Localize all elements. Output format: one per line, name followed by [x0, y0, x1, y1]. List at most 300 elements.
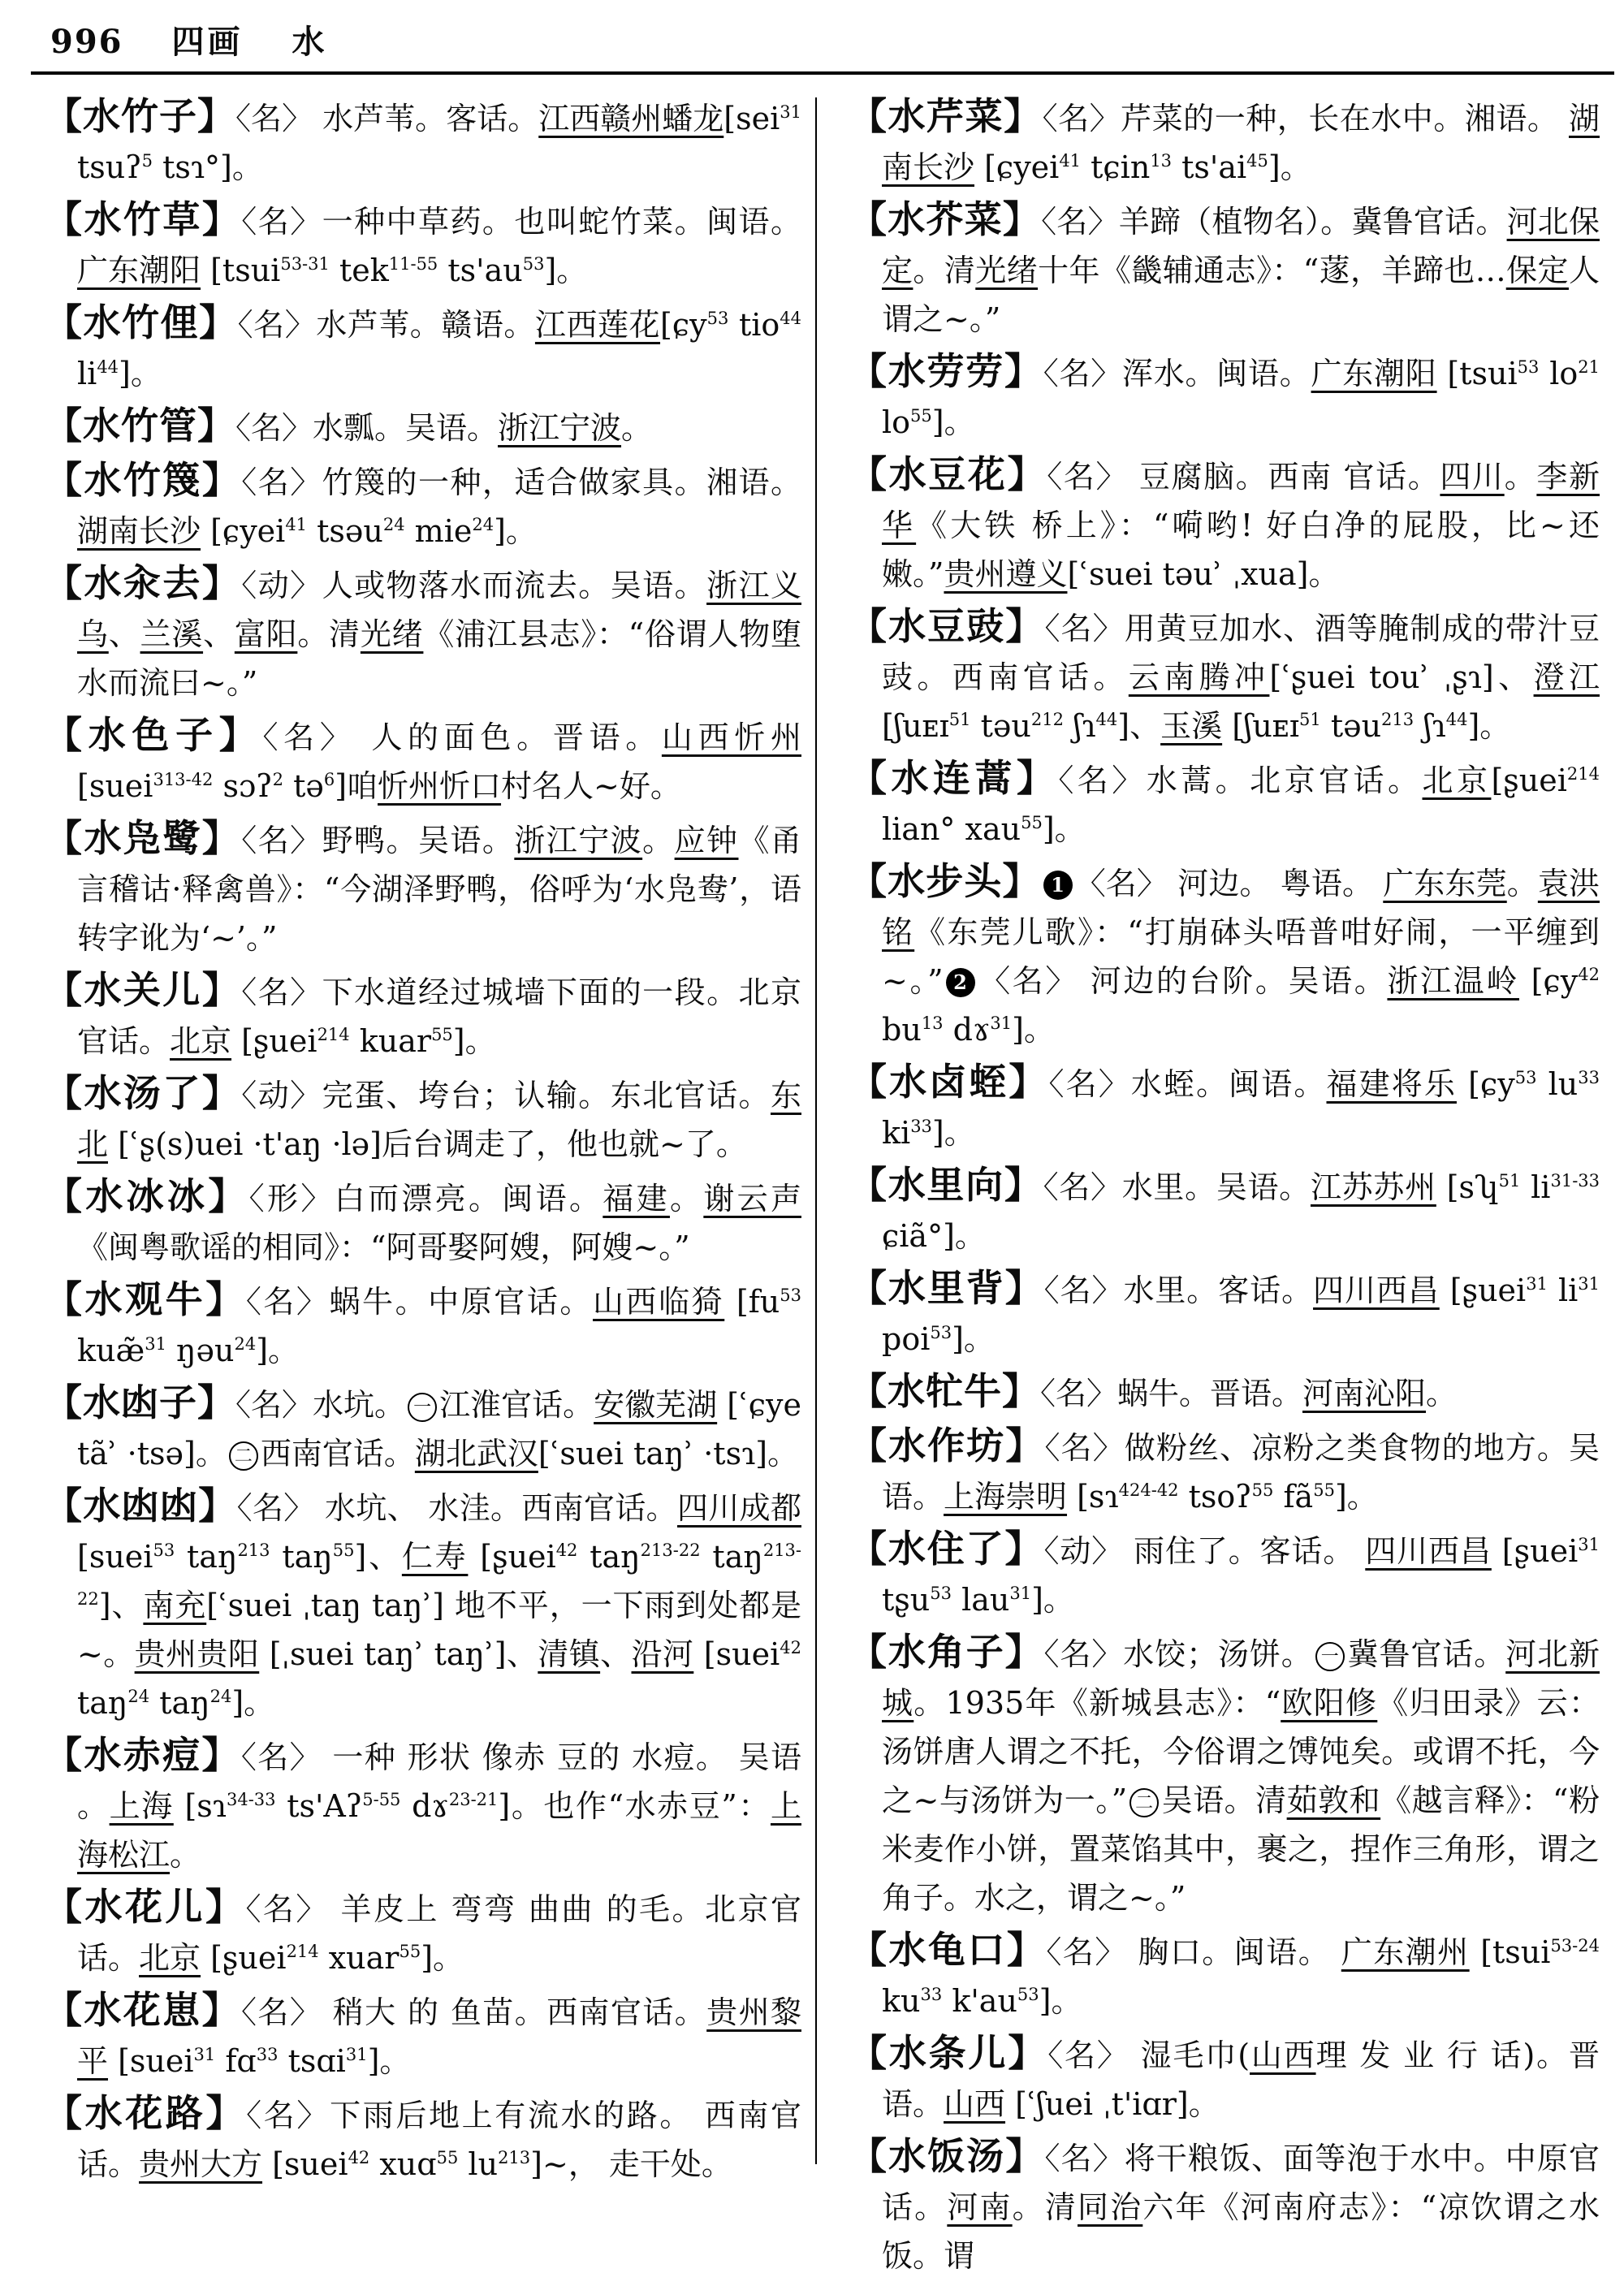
body-text: kuar [349, 1023, 432, 1059]
tone-value-superscript: 53 [522, 254, 545, 274]
body-text: [ʂuei [1491, 763, 1567, 798]
entry-headword: 【水卤蛭】 [849, 1060, 1049, 1104]
body-text: lu [1536, 1066, 1579, 1102]
body-text: [suei [262, 2146, 348, 2182]
body-text: [ɕy [660, 307, 707, 343]
body-text: mie [404, 513, 473, 549]
dictionary-entry [45, 1174, 801, 1272]
body-text: 〈名〉 河边的台阶。吴语。 [977, 963, 1388, 999]
proper-noun: 四川成都 [677, 1490, 801, 1526]
header-rule [31, 71, 1614, 75]
page-number: 996 [50, 23, 123, 61]
body-text: ts'au [438, 253, 523, 288]
body-text: ]。 [1334, 1479, 1378, 1515]
proper-noun: 安徽芜湖 [594, 1387, 718, 1423]
tone-value-superscript: 31 [780, 102, 801, 122]
entry-headword: 【水芥菜】 [849, 197, 1042, 241]
dictionary-entry [45, 404, 801, 452]
tone-value-superscript: 55 [399, 1942, 421, 1961]
body-text: [suei [77, 768, 153, 804]
body-text: 。清 [913, 253, 976, 288]
tone-value-superscript: 313-42 [153, 770, 214, 789]
body-text: ]。 [1031, 1582, 1074, 1618]
proper-noun: 四川 [1440, 459, 1505, 495]
proper-noun: 河南 [947, 2189, 1013, 2225]
body-text: 、 [108, 616, 140, 652]
body-text: fã [1273, 1479, 1314, 1515]
proper-noun: 贵州遵义 [944, 556, 1068, 592]
body-text: ]。 [119, 356, 162, 391]
body-text: tek [329, 253, 389, 288]
tone-value-superscript: 53 [706, 309, 729, 328]
body-text: [ɕy [1456, 1066, 1515, 1102]
body-text: 〈名〉野鸭。吴语。 [241, 823, 515, 858]
tone-value-superscript: 51 [948, 710, 971, 729]
body-text: [sɿ [1067, 1479, 1119, 1515]
body-text: 。清 [1012, 2189, 1078, 2225]
tone-value-superscript: 13 [921, 1013, 944, 1033]
body-text: kuæ̃ [77, 1333, 145, 1368]
proper-noun: 南充 [143, 1588, 207, 1623]
proper-noun: 同治 [1077, 2189, 1143, 2225]
proper-noun: 浙江温岭 [1387, 963, 1519, 999]
dictionary-entry [45, 197, 801, 295]
body-text: taŋ [577, 1539, 641, 1575]
entry-headword: 【水冰冰】 [45, 1174, 249, 1218]
body-text: [sʮ [1436, 1169, 1499, 1205]
tone-value-superscript: 55 [1021, 813, 1043, 832]
tone-value-superscript: 24 [127, 1687, 150, 1706]
tone-value-superscript: 41 [285, 515, 308, 534]
tone-value-superscript: 23-21 [448, 1790, 499, 1809]
tone-value-superscript: 31-33 [1550, 1171, 1600, 1191]
body-text: ]。 [452, 1023, 496, 1059]
body-text: [ʃuᴇɪ [1222, 708, 1299, 744]
body-text: 。 [669, 1181, 704, 1216]
proper-noun: 欧阳修 [1281, 1685, 1378, 1721]
proper-noun: 袁洪铭 [882, 866, 1600, 950]
body-text: 〈名〉 水坑、 水洼。西南官话。 [236, 1490, 678, 1526]
tone-value-superscript: 55 [436, 2148, 459, 2167]
body-text: ]。 [952, 1321, 995, 1357]
tone-value-superscript: 214 [317, 1025, 350, 1044]
body-text: 〈名〉下雨后地上有流水的路。 西南官话。 [77, 2098, 801, 2182]
proper-noun: 应钟 [674, 823, 739, 858]
body-text: taŋ [77, 1685, 128, 1721]
tone-value-superscript: 24 [472, 515, 495, 534]
body-text: [ʿsuei ˌtaŋ taŋʾ] 地不平，一下雨到处都是~。 [77, 1588, 802, 1672]
dictionary-entry [45, 458, 801, 555]
dictionary-entry [45, 1484, 801, 1727]
tone-value-superscript: 42 [1578, 965, 1600, 984]
circled-sense-number: 二 [229, 1441, 258, 1471]
tone-value-superscript: 55 [1251, 1480, 1274, 1500]
dictionary-entry [45, 1071, 801, 1169]
black-circled-sense-number: 2 [946, 968, 975, 997]
tone-value-superscript: 24 [382, 515, 405, 534]
body-text: 《大铁 桥上》：“嗬哟! 好白净的屁股，比~还嫩。” [882, 508, 1600, 592]
tone-value-superscript: 53 [1514, 1068, 1537, 1087]
body-text: ts'ai [1172, 149, 1247, 185]
body-text: ɕiã°]。 [882, 1218, 986, 1254]
proper-noun: 广东潮阳 [77, 253, 201, 288]
right-column [849, 94, 1600, 2286]
dictionary-entry [849, 756, 1600, 853]
body-text: 〈名〉 一种 形状 像赤 豆的 水痘。 吴语 。 [77, 1739, 802, 1824]
body-text: ]、 [354, 1539, 402, 1575]
circled-sense-number: 一 [408, 1393, 437, 1422]
entry-headword: 【水豆花】 [849, 452, 1047, 496]
body-text: 理 发 业 行 话)。晋语。 [882, 2038, 1600, 2122]
proper-noun: 江西赣州蟠龙 [538, 101, 724, 136]
dictionary-entry [849, 1527, 1600, 1624]
body-text: 六年《河南府志》：“凉饮谓之水饭。谓 [882, 2189, 1600, 2274]
body-text: 〈名〉做粉丝、凉粉之类食物的地方。吴语。 [882, 1430, 1600, 1515]
tone-value-superscript: 53 [930, 1323, 952, 1342]
entry-headword: 【水汆去】 [45, 561, 242, 605]
body-text: [ʿʂuei touʾ ˌʂɿ]、 [1269, 659, 1534, 695]
tone-value-superscript: 53 [930, 1584, 952, 1603]
proper-noun: 浙江宁波 [498, 410, 622, 446]
tone-value-superscript: 31 [1578, 1274, 1600, 1294]
proper-noun: 清镇 [538, 1636, 601, 1672]
circled-sense-number: 二 [1129, 1788, 1159, 1817]
dictionary-entry [849, 349, 1600, 447]
dictionary-entry [45, 1381, 801, 1478]
tone-value-superscript: 44 [780, 309, 801, 328]
tone-value-superscript: 21 [1578, 357, 1600, 377]
dictionary-entry [45, 561, 801, 707]
body-text: taŋ [700, 1539, 763, 1575]
body-text: təu [970, 708, 1031, 744]
page-header [50, 16, 328, 63]
body-text: 〈动〉人或物落水而流去。吴语。 [241, 568, 707, 603]
body-text: ki [882, 1115, 911, 1151]
entry-headword: 【水汤了】 [45, 1071, 242, 1115]
proper-noun: 山西 [944, 2086, 1006, 2122]
body-text: ]。 [421, 1940, 464, 1976]
proper-noun: 山西 [1250, 2038, 1316, 2073]
body-text: 〈名〉 豆腐脑。西南 官话。 [1047, 459, 1440, 495]
body-text: [ʃuᴇɪ [882, 708, 949, 744]
proper-noun: 北京 [170, 1023, 232, 1059]
entry-body [1040, 1376, 1457, 1411]
body-text: [suei [77, 1539, 153, 1575]
body-text: 《东莞儿歌》：“打崩砵头唔普咁好闹，一平缠到~。” [882, 914, 1600, 999]
body-text: 。1935年《新城县志》：“ [914, 1685, 1281, 1721]
body-text: lian° xau [882, 811, 1021, 847]
body-text: dɤ [943, 1012, 991, 1048]
tone-value-superscript: 42 [780, 1638, 801, 1657]
section-stroke-label: 四画 [171, 23, 244, 61]
body-text: 〈名〉 羊皮上 弯弯 曲曲 的毛。北京官话。 [77, 1891, 801, 1976]
proper-noun: 河南沁阳 [1302, 1376, 1427, 1411]
dictionary-entry [45, 2091, 801, 2189]
tone-value-superscript: 31 [1009, 1584, 1032, 1603]
body-text: [tsui [1436, 356, 1518, 391]
body-text: 〈名〉 水芦苇。客话。 [235, 101, 539, 136]
body-text: taŋ [270, 1539, 333, 1575]
body-text: 《甬言稽诂·释禽兽》：“今湖泽野鸭，俗呼为‘水凫鸯’，语转字讹为‘~’。” [77, 823, 801, 956]
proper-noun: 江苏苏州 [1310, 1169, 1436, 1205]
body-text: 。 [170, 1837, 201, 1873]
body-text: li [77, 356, 97, 391]
dictionary-entry [849, 2031, 1600, 2128]
entry-headword: 【水豆豉】 [849, 604, 1045, 648]
dictionary-entry [45, 94, 801, 192]
proper-noun: 河北保定 [882, 204, 1600, 288]
body-text: tio [728, 307, 780, 343]
body-text: 〈动〉完蛋、垮台；认输。东北官话。 [241, 1078, 771, 1113]
entry-headword: 【水花儿】 [45, 1885, 246, 1929]
body-text: [ʂuei [1439, 1273, 1527, 1308]
entry-headword: 【水角子】 [849, 1630, 1044, 1674]
dictionary-entry [45, 1885, 801, 1982]
body-text: [ˌsuei taŋʾ taŋʾ]、 [259, 1636, 538, 1672]
entry-headword: 【水关儿】 [45, 968, 242, 1012]
body-text: [tsui [201, 253, 281, 288]
body-text: [ʿʃuei ˌt'iɑr]。 [1005, 2086, 1220, 2122]
entry-headword: 【水花路】 [45, 2091, 247, 2135]
entry-headword: 【水观牛】 [45, 1277, 246, 1321]
body-text: lo [1539, 356, 1579, 391]
entry-headword: 【水劳劳】 [849, 349, 1043, 393]
dictionary-entry [45, 816, 801, 962]
body-text: ʃɿ [1414, 708, 1446, 744]
tone-value-superscript: 5 [141, 151, 153, 171]
body-text: tsɑi [278, 2043, 346, 2079]
body-text: tə [283, 768, 324, 804]
tone-value-superscript: 31 [145, 1334, 166, 1354]
tone-value-superscript: 55 [431, 1025, 453, 1044]
proper-noun: 山西临猗 [593, 1284, 725, 1320]
circled-sense-number: 一 [1315, 1642, 1345, 1671]
body-text: 人谓之~。” [882, 253, 1600, 337]
black-circled-sense-number: 1 [1043, 871, 1073, 900]
body-text: 〈名〉水瓢。吴语。 [235, 410, 499, 446]
proper-noun: 广东潮阳 [1311, 356, 1437, 391]
body-text: ku [882, 1983, 921, 2019]
body-text: xuar [318, 1940, 400, 1976]
body-text: 〈名〉 胸口。闽语。 [1046, 1934, 1341, 1970]
tone-value-superscript: 214 [1566, 764, 1600, 784]
entry-headword: 【水芹菜】 [849, 94, 1043, 138]
entry-headword: 【水凫鹭】 [45, 816, 242, 860]
body-text: ŋəu [166, 1333, 235, 1368]
tone-value-superscript: 31 [1526, 1274, 1548, 1294]
tone-value-superscript: 24 [209, 1687, 232, 1706]
proper-noun: 仁寿 [401, 1539, 469, 1575]
body-text: ]。 [544, 253, 588, 288]
body-text: 。 [642, 823, 675, 858]
tone-value-superscript: 11-55 [388, 254, 438, 274]
body-text: 〈名〉 人的面色。晋语。 [262, 720, 662, 755]
body-text: 〈名〉水里。吴语。 [1043, 1169, 1311, 1205]
tone-value-superscript: 213 [498, 2148, 531, 2167]
proper-noun: 北京 [139, 1940, 201, 1976]
dictionary-entry [45, 1277, 801, 1375]
proper-noun: 茹敦和 [1286, 1783, 1381, 1818]
tone-value-superscript: 213 [1381, 710, 1415, 729]
body-text: ]。 [1268, 149, 1311, 185]
dictionary-entry [45, 968, 801, 1065]
body-text: [suei [693, 1636, 780, 1672]
tone-value-superscript: 44 [97, 357, 119, 377]
proper-noun: 广东潮州 [1341, 1934, 1470, 1970]
body-text: 《闽粤歌谣的相同》：“阿哥娶阿嫂，阿嫂~。” [77, 1229, 690, 1265]
tone-value-superscript: 33 [1578, 1068, 1600, 1087]
body-text: 吴语。清 [1161, 1783, 1287, 1818]
tone-value-superscript: 55 [1313, 1480, 1335, 1500]
tone-value-superscript: 53 [1517, 357, 1540, 377]
entry-headword: 【水竹管】 [45, 404, 235, 447]
body-text: ]。也作“水赤豆”： [498, 1788, 771, 1824]
proper-noun: 贵州贵阳 [134, 1636, 260, 1672]
dictionary-entry [849, 1369, 1600, 1418]
body-text: 《越言释》：“粉米麦作小饼，置菜馅其中，裹之，捏作三角形，谓之角子。水之，谓之~。” [882, 1783, 1600, 1916]
body-text: [suei [108, 2043, 194, 2079]
body-text: 〈名〉浑水。闽语。 [1043, 356, 1311, 391]
body-text: 。 [621, 410, 653, 446]
body-text: 《归田录》云：汤饼唐人谓之不托，今俗谓之馎饨矣。或谓不托，今之~与汤饼为一。” [882, 1685, 1600, 1818]
tone-value-superscript: 53-24 [1550, 1936, 1600, 1955]
tone-value-superscript: 53 [780, 1286, 801, 1305]
tone-value-superscript: 213 [237, 1541, 270, 1560]
dictionary-entry [849, 1163, 1600, 1260]
body-text: 〈名〉水饺；汤饼。 [1043, 1636, 1313, 1672]
entry-headword: 【水竹篾】 [45, 458, 242, 502]
body-text: 、 [600, 1636, 632, 1672]
body-text: 《浦江县志》：“俗谓人物堕水而流曰~。” [77, 616, 801, 701]
body-text: [ʂuei [201, 1940, 287, 1976]
body-text: 、 [203, 616, 235, 652]
body-text: [ʂuei [468, 1539, 556, 1575]
body-text: 〈名〉水芦苇。赣语。 [237, 307, 535, 343]
dictionary-entry [849, 94, 1600, 192]
body-text: 〈名〉 湿毛巾( [1047, 2038, 1250, 2073]
tone-value-superscript: 214 [286, 1942, 319, 1961]
proper-noun: 浙江宁波 [514, 823, 643, 858]
body-text: lu [458, 2146, 499, 2182]
body-text: k'au [942, 1983, 1017, 2019]
tone-value-superscript: 53 [1017, 1985, 1039, 2004]
entry-headword: 【水凼凼】 [45, 1484, 237, 1528]
proper-noun: 浙江义乌 [77, 568, 801, 652]
body-text: 〈名〉竹篾的一种，适合做家具。湘语。 [241, 465, 801, 500]
body-text: [ʿsuei taŋʾ ·tsɿ]。 [538, 1436, 799, 1471]
dictionary-entry [45, 1988, 801, 2085]
proper-noun: 广东东莞 [1383, 866, 1507, 901]
tone-value-superscript: 2 [272, 770, 283, 789]
entry-headword: 【水竹子】 [45, 94, 236, 138]
body-text: 村名人~好。 [501, 768, 681, 804]
dictionary-entry [45, 300, 801, 398]
entry-headword: 【水竹草】 [45, 197, 242, 241]
proper-noun: 上海松江 [77, 1788, 801, 1873]
entry-headword: 【水色子】 [45, 713, 263, 757]
entry-headword: 【水饭汤】 [849, 2134, 1045, 2178]
entry-headword: 【水住了】 [849, 1527, 1044, 1571]
body-text: 〈名〉羊蹄（植物名）。冀鲁官话。 [1041, 204, 1507, 240]
tone-value-superscript: 24 [234, 1334, 257, 1354]
proper-noun: 上海 [109, 1788, 174, 1824]
body-text: ]咱 [335, 768, 378, 804]
tone-value-superscript: 5-55 [362, 1790, 401, 1809]
dictionary-entry [849, 604, 1600, 750]
tone-value-superscript: 55 [332, 1541, 355, 1560]
proper-noun: 河北新城 [882, 1636, 1600, 1721]
body-text: [ʿɕye tãʾ ·tsə]。 [77, 1387, 801, 1471]
tone-value-superscript: 45 [1246, 151, 1268, 171]
body-text: ]。 [367, 2043, 411, 2079]
body-text: bu [882, 1012, 922, 1048]
body-text: 十年《畿辅通志》：“蓫，羊蹄也… [1038, 253, 1506, 288]
body-text: 西南官话。 [260, 1436, 415, 1471]
entry-headword: 【水连蒿】 [849, 756, 1059, 800]
entry-headword: 【水凼子】 [45, 1381, 236, 1424]
dictionary-entry [849, 859, 1600, 1054]
body-text: ]。 [1467, 708, 1511, 744]
proper-noun: 保定 [1505, 253, 1569, 288]
proper-noun: 山西忻州 [661, 720, 801, 755]
body-text: tʂu [882, 1582, 931, 1618]
body-text: ]。 [1042, 811, 1086, 847]
body-text: 。 [1504, 459, 1537, 495]
body-text: tsuʔ [77, 149, 142, 185]
dictionary-entry [849, 1424, 1600, 1521]
tone-value-superscript: 41 [1059, 151, 1082, 171]
body-text: [ʂuei [1491, 1533, 1579, 1569]
body-text: ]~， 走干处。 [530, 2146, 732, 2182]
body-text: 〈名〉将干粮饭、面等泡于水中。中原官话。 [882, 2141, 1600, 2225]
body-text: tsoʔ [1178, 1479, 1252, 1515]
tone-value-superscript: 31 [193, 2045, 216, 2064]
body-text: poi [882, 1321, 931, 1357]
proper-noun: 湖南长沙 [882, 101, 1600, 185]
tone-value-superscript: 33 [910, 1117, 932, 1136]
proper-noun: 贵州黎平 [77, 1994, 801, 2079]
proper-noun: 沿河 [631, 1636, 694, 1672]
tone-value-superscript: 42 [555, 1541, 578, 1560]
left-column [45, 94, 801, 2194]
body-text: fɑ [215, 2043, 257, 2079]
dictionary-entry [849, 1060, 1600, 1157]
body-text: ʃɿ [1063, 708, 1096, 744]
body-text: ]。 [931, 1115, 975, 1151]
body-text: 〈名〉蜗牛。中原官话。 [245, 1284, 593, 1320]
body-text: təu [1320, 708, 1382, 744]
body-text: ]。 [256, 1333, 300, 1368]
dictionary-entry [45, 713, 801, 810]
tone-value-superscript: 55 [910, 406, 932, 426]
tone-value-superscript: 424-42 [1118, 1480, 1179, 1500]
proper-noun: 李新华 [882, 459, 1600, 543]
body-text: 江淮官话。 [439, 1387, 594, 1423]
body-text: ]、 [1117, 708, 1161, 744]
tone-value-superscript: 53-31 [280, 254, 330, 274]
body-text: 〈名〉水里。客话。 [1043, 1273, 1314, 1308]
body-text: xuɑ [369, 2146, 437, 2182]
body-text: ]。 [1039, 1983, 1082, 2019]
dictionary-entry [849, 197, 1600, 344]
tone-value-superscript: 31 [990, 1013, 1013, 1033]
body-text: [sei [723, 101, 780, 136]
entry-headword: 【水里背】 [849, 1266, 1044, 1310]
body-text: [ɕy [1518, 963, 1579, 999]
tone-value-superscript: 13 [1150, 151, 1173, 171]
body-text: 〈名〉 稍大 的 鱼苗。西南官话。 [241, 1994, 707, 2030]
tone-value-superscript: 212 [1030, 710, 1064, 729]
